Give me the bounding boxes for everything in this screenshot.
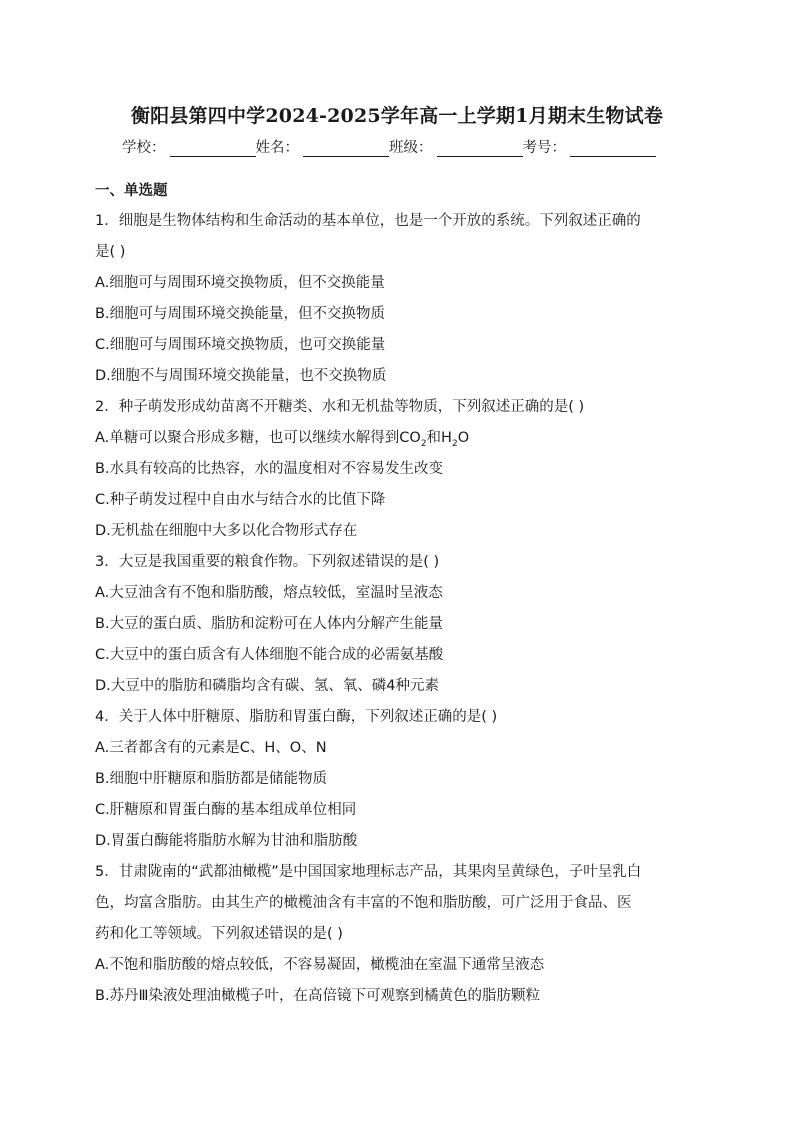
- h2o-subscript: 2: [451, 438, 458, 449]
- question-3-option-b[interactable]: B.大豆的蛋白质、脂肪和淀粉可在人体内分解产生能量: [95, 616, 444, 632]
- question-4-stem-line1: 4．关于人体中肝糖原、脂肪和胃蛋白酶，下列叙述正确的是( ): [95, 709, 498, 725]
- question-list: [95, 180, 705, 1012]
- question-3-option-c[interactable]: C.大豆中的蛋白质含有人体细胞不能合成的必需氨基酸: [95, 647, 444, 663]
- name-field: [256, 136, 390, 157]
- question-2-option-a[interactable]: [95, 423, 705, 454]
- question-2-option-d[interactable]: D.无机盐在细胞中大多以化合物形式存在: [95, 523, 358, 539]
- question-2-option-b[interactable]: B.水具有较高的比热容，水的温度相对不容易发生改变: [95, 461, 444, 477]
- question-4-option-c[interactable]: C.肝糖原和胃蛋白酶的基本组成单位相同: [95, 802, 357, 818]
- id-blank[interactable]: [570, 140, 656, 157]
- question-2-option-a-mid: 和H: [426, 430, 452, 446]
- question-5-stem-line3: 药和化工等领域。下列叙述错误的是( ): [95, 926, 343, 942]
- question-5-stem-line2: 色，均富含脂肪。由其生产的橄榄油含有丰富的不饱和脂肪酸，可广泛用于食品、医: [95, 895, 632, 911]
- name-label: 姓名：: [255, 140, 299, 156]
- student-info-row: [122, 136, 656, 157]
- question-1-option-c[interactable]: C.细胞可与周围环境交换物质，也可交换能量: [95, 337, 386, 353]
- school-blank[interactable]: [170, 140, 256, 157]
- question-4-option-b[interactable]: B.细胞中肝糖原和脂肪都是储能物质: [95, 771, 328, 787]
- name-blank[interactable]: [303, 140, 389, 157]
- id-field: [523, 136, 657, 157]
- question-5-option-b[interactable]: B.苏丹Ⅲ染液处理油橄榄子叶，在高倍镜下可观察到橘黄色的脂肪颗粒: [95, 988, 541, 1004]
- question-3-option-d[interactable]: D.大豆中的脂肪和磷脂均含有碳、氢、氧、磷4种元素: [95, 678, 439, 694]
- class-label: 班级：: [389, 140, 433, 156]
- co2-subscript: 2: [420, 438, 427, 449]
- question-3-stem-line1: 3．大豆是我国重要的粮食作物。下列叙述错误的是( ): [95, 554, 440, 570]
- question-4-option-a[interactable]: A.三者都含有的元素是C、H、O、N: [95, 740, 327, 756]
- id-label: 考号：: [522, 140, 566, 156]
- question-2-option-c[interactable]: C.种子萌发过程中自由水与结合水的比值下降: [95, 492, 386, 508]
- question-5-option-a[interactable]: A.不饱和脂肪酸的熔点较低，不容易凝固，橄榄油在室温下通常呈液态: [95, 957, 545, 973]
- school-label: 学校：: [122, 140, 166, 156]
- class-blank[interactable]: [437, 140, 523, 157]
- question-3-option-a[interactable]: A.大豆油含有不饱和脂肪酸，熔点较低，室温时呈液态: [95, 585, 443, 601]
- school-field: [122, 136, 256, 157]
- question-2-option-a-text: A.单糖可以聚合形成多糖，也可以继续水解得到CO: [95, 430, 421, 446]
- exam-title: 衡阳县第四中学2024-2025学年高一上学期1月期末生物试卷: [130, 105, 664, 127]
- question-1-stem-line2: 是( ): [95, 244, 126, 260]
- question-2-option-a-suffix: O: [457, 430, 470, 446]
- question-4-option-d[interactable]: D.胃蛋白酶能将脂肪水解为甘油和脂肪酸: [95, 833, 358, 849]
- section-title: 一、单选题: [95, 183, 168, 199]
- question-1-option-a[interactable]: A.细胞可与周围环境交换物质，但不交换能量: [95, 275, 385, 291]
- question-5-stem-line1: 5．甘肃陇南的“武都油橄榄”是中国国家地理标志产品，其果肉呈黄绿色，子叶呈乳白: [95, 864, 642, 880]
- question-1-option-d[interactable]: D.细胞不与周围环境交换能量，也不交换物质: [95, 368, 387, 384]
- question-1-option-b[interactable]: B.细胞可与周围环境交换能量，但不交换物质: [95, 306, 386, 322]
- question-2-stem-line1: 2．种子萌发形成幼苗离不开糖类、水和无机盐等物质，下列叙述正确的是( ): [95, 399, 585, 415]
- class-field: [389, 136, 523, 157]
- question-1-stem-line1: 1．细胞是生物体结构和生命活动的基本单位，也是一个开放的系统。下列叙述正确的: [95, 213, 641, 229]
